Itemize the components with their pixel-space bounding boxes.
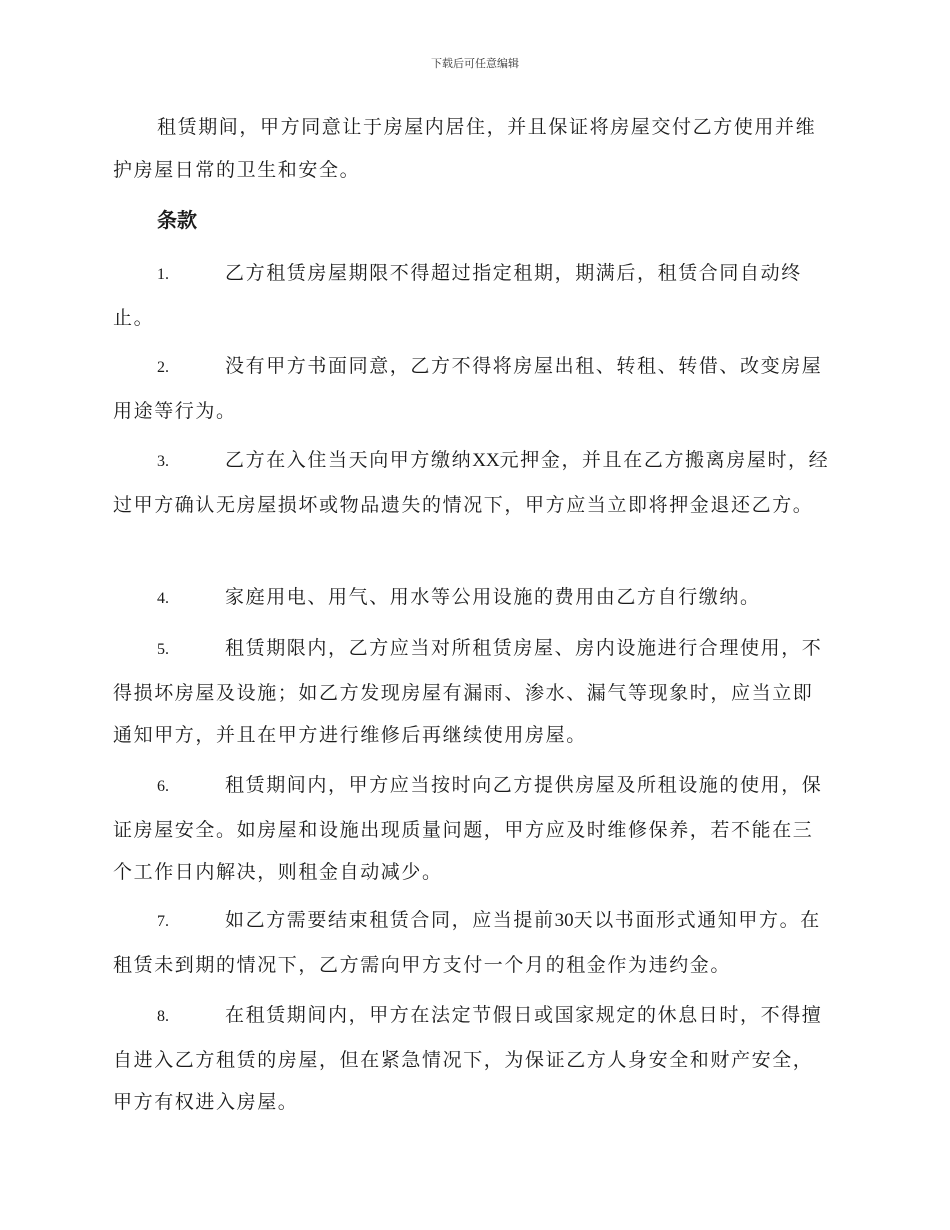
clause-3 (113, 439, 833, 526)
clause-text: 天以书面形式通知甲方。在租赁未到期的情况下，乙方需向甲方支付一个月的租金作为违约金。 (113, 909, 821, 976)
clause-number: 1. (157, 266, 169, 283)
clause-number: 5. (157, 641, 169, 658)
clause-number: 6. (157, 778, 169, 795)
clause-number: 4. (157, 590, 169, 607)
clause-4 (113, 576, 833, 621)
clause-text: 租赁期限内，乙方应当对所租赁房屋、房内设施进行合理使用，不得损坏房屋及设施；如乙方发现房屋有漏雨、渗水、漏气等现象时，应当立即通知甲方，并且在甲方进行维修后再继续使用房屋。 (113, 637, 823, 746)
clause-text: 没有甲方书面同意，乙方不得将房屋出租、转租、转借、改变房屋用途等行为。 (113, 355, 823, 422)
clause-text: 元押金，并且在乙方搬离房屋时，经过甲方确认无房屋损坏或物品遗失的情况下，甲方应当立即将押金退还乙方。 (113, 449, 830, 516)
clause-2 (113, 345, 833, 432)
clause-days: 30 (554, 910, 574, 931)
clause-number: 3. (157, 453, 169, 470)
clause-text: 乙方租赁房屋期限不得超过指定租期，期满后，租赁合同自动终止。 (113, 262, 802, 329)
clause-text: 乙方在入住当天向甲方缴纳 (225, 449, 473, 471)
clause-text: 在租赁期间内，甲方在法定节假日或国家规定的休息日时，不得擅自进入乙方租赁的房屋，但在紧急情况下，为保证乙方人身安全和财产安全，甲方有权进入房屋。 (113, 1004, 823, 1113)
page-header: 下载后可任意编辑 (431, 57, 519, 70)
clause-7 (113, 899, 833, 986)
clause-8 (113, 994, 833, 1124)
intro-paragraph: 租赁期间，甲方同意让于房屋内居住，并且保证将房屋交付乙方使用并维护房屋日常的卫生和安全。 (113, 116, 817, 181)
clause-6 (113, 764, 833, 894)
clause-number: 7. (157, 913, 169, 930)
section-heading: 条款 (157, 208, 197, 232)
clause-text: 如乙方需要结束租赁合同，应当提前 (225, 909, 555, 931)
clause-number: 8. (157, 1008, 169, 1025)
clause-1 (113, 252, 833, 339)
clause-text: 家庭用电、用气、用水等公用设施的费用由乙方自行缴纳。 (225, 586, 761, 608)
clause-amount: XX (472, 450, 500, 471)
clause-number: 2. (157, 359, 169, 376)
clause-5 (113, 627, 833, 757)
clause-text: 租赁期间内，甲方应当按时向乙方提供房屋及所租设施的使用，保证房屋安全。如房屋和设施出现质量问题，甲方应及时维修保养，若不能在三个工作日内解决，则租金自动减少。 (113, 774, 823, 883)
